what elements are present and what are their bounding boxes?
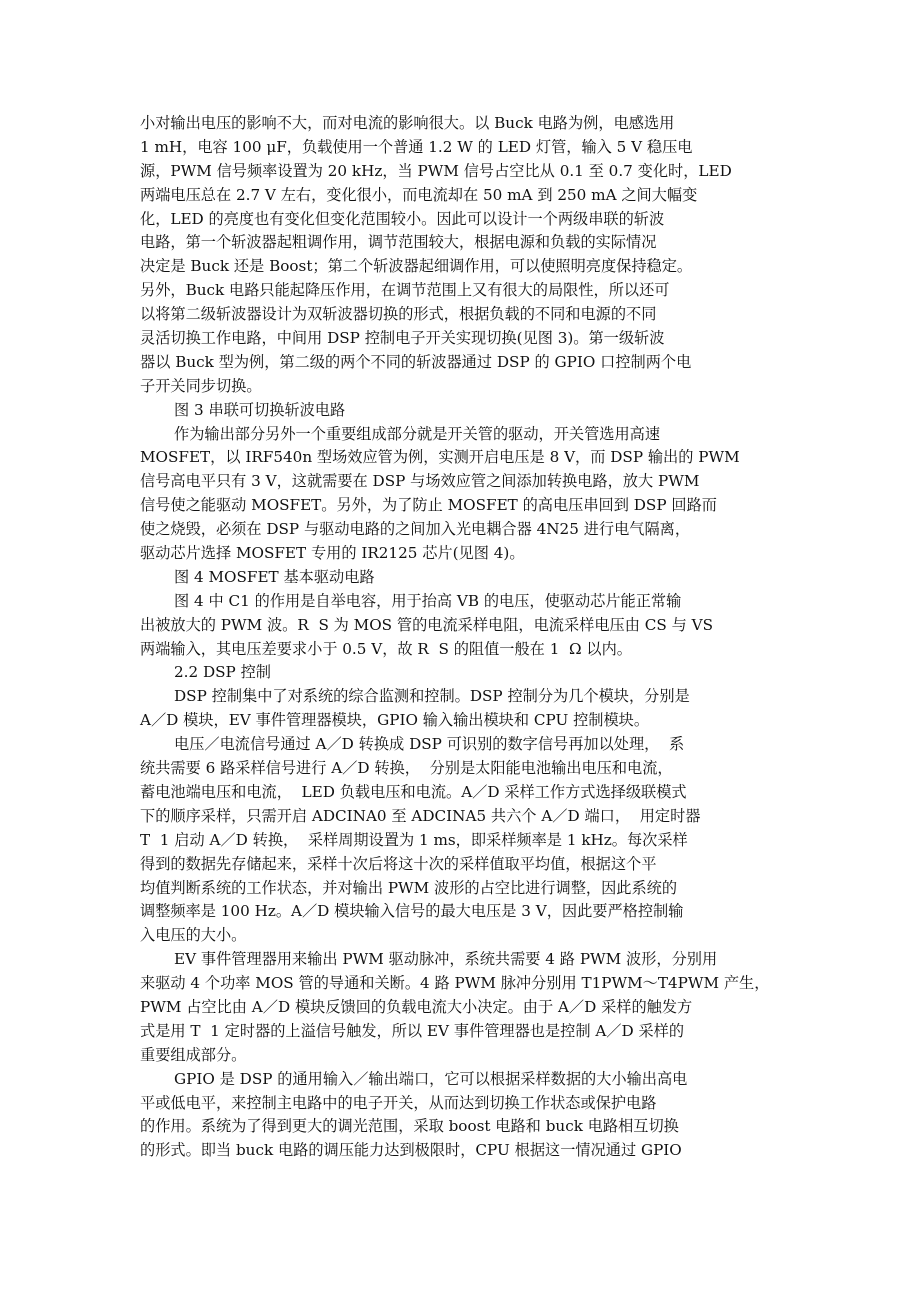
text-line: 决定是 Buck 还是 Boost；第二个斩波器起细调作用，可以使照明亮度保持稳定。 [140,257,693,276]
text-line: 化，LED 的亮度也有变化但变化范围较小。因此可以设计一个两级串联的斩波 [140,209,665,228]
text-line: 调整频率是 100 Hz。A／D 模块输入信号的最大电压是 3 V，因此要严格控制输 [140,902,684,921]
text-line: 器以 Buck 型为例，第二级的两个不同的斩波器通过 DSP 的 GPIO 口控制两个电 [140,352,692,371]
text-line: 作为输出部分另外一个重要组成部分就是开关管的驱动，开关管选用高速 [174,424,660,443]
text-line: 下的顺序采样，只需开启 ADCINA0 至 ADCINA5 共六个 A／D 端口， 用定时器 [140,806,701,825]
text-line: 图 3 串联可切换斩波电路 [174,400,346,419]
document-page [140,112,792,1163]
text-line: 入电压的大小。 [140,926,247,945]
text-line: 图 4 中 C1 的作用是自举电容，用于抬高 VB 的电压，使驱动芯片能正常输 [174,591,682,610]
text-line: 信号高电平只有 3 V，这就需要在 DSP 与场效应管之间添加转换电路，放大 PWM [140,472,700,491]
text-line: 得到的数据先存储起来，采样十次后将这十次的采样值取平均值，根据这个平 [140,854,657,873]
text-line: 小对输出电压的影响不大，而对电流的影响很大。以 Buck 电路为例，电感选用 [140,114,675,132]
text-line: 重要组成部分。 [140,1045,247,1064]
text-line: 电路，第一个斩波器起粗调作用，调节范围较大，根据电源和负载的实际情况 [140,233,657,252]
text-line: 驱动芯片选择 MOSFET 专用的 IR2125 芯片(见图 4)。 [140,544,525,563]
text-line: 统共需要 6 路采样信号进行 A／D 转换， 分别是太阳能电池输出电压和电流， [140,759,673,778]
text-line: GPIO 是 DSP 的通用输入／输出端口，它可以根据采样数据的大小输出高电 [174,1069,688,1088]
text-line: PWM 占空比由 A／D 模块反馈回的负载电流大小决定。由于 A／D 采样的触发方 [140,997,693,1016]
text-line: 源，PWM 信号频率设置为 20 kHz，当 PWM 信号占空比从 0.1 至 0.7 变化时，LED [140,161,732,180]
text-line: 2.2 DSP 控制 [174,663,271,682]
text-line: A／D 模块，EV 事件管理器模块，GPIO 输入输出模块和 CPU 控制模块。 [140,711,650,730]
text-line: 蓄电池端电压和电流， LED 负载电压和电流。A／D 采样工作方式选择级联模式 [140,782,687,801]
text-line: DSP 控制集中了对系统的综合监测和控制。DSP 控制分为几个模块，分别是 [174,687,690,706]
text-line: 子开关同步切换。 [140,376,262,395]
text-line: 来驱动 4 个功率 MOS 管的导通和关断。4 路 PWM 脉冲分别用 T1PWM～T4PWM 产生， [140,974,770,993]
text-line: 使之烧毁，必须在 DSP 与驱动电路的之间加入光电耦合器 4N25 进行电气隔离， [140,520,691,539]
text-line: 的作用。系统为了得到更大的调光范围，采取 boost 电路和 buck 电路相互切换 [140,1117,679,1136]
text-line: EV 事件管理器用来输出 PWM 驱动脉冲，系统共需要 4 路 PWM 波形，分别用 [174,950,718,969]
text-line: 两端输入，其电压差要求小于 0.5 V，故 R S 的阻值一般在 1 Ω 以内。 [140,639,632,658]
text-line: 以将第二级斩波器设计为双斩波器切换的形式，根据负载的不同和电源的不同 [140,305,657,324]
text-line: 的形式。即当 buck 电路的调压能力达到极限时，CPU 根据这一情况通过 GPIO [140,1141,682,1160]
text-line: 信号使之能驱动 MOSFET。另外，为了防止 MOSFET 的高电压串回到 DSP 回路而 [140,496,717,515]
text-line: 出被放大的 PWM 波。R S 为 MOS 管的电流采样电阻，电流采样电压由 CS 与 VS [140,615,713,634]
text-line: 式是用 T 1 定时器的上溢信号触发，所以 EV 事件管理器也是控制 A／D 采样的 [140,1021,685,1040]
text-line: 电压／电流信号通过 A／D 转换成 DSP 可识别的数字信号再加以处理， 系 [174,735,685,754]
text-line: 均值判断系统的工作状态，并对输出 PWM 波形的占空比进行调整，因此系统的 [140,878,678,897]
text-line: 另外，Buck 电路只能起降压作用，在调节范围上又有很大的局限性，所以还可 [140,281,670,300]
text-line: 平或低电平，来控制主电路中的电子开关，从而达到切换工作状态或保护电路 [140,1093,657,1112]
text-line: T 1 启动 A／D 转换， 采样周期设置为 1 ms，即采样频率是 1 kHz。每次采样 [140,830,688,849]
text-line: 1 mH，电容 100 μF，负载使用一个普通 1.2 W 的 LED 灯管，输入 5 V 稳压电 [140,137,693,156]
text-line: MOSFET，以 IRF540n 型场效应管为例，实测开启电压是 8 V，而 DSP 输出的 PWM [140,448,740,467]
text-line: 图 4 MOSFET 基本驱动电路 [174,567,375,586]
text-line: 灵活切换工作电路，中间用 DSP 控制电子开关实现切换(见图 3)。第一级斩波 [140,329,665,348]
text-line: 两端电压总在 2.7 V 左右，变化很小，而电流却在 50 mA 到 250 mA 之间大幅变 [140,185,698,204]
